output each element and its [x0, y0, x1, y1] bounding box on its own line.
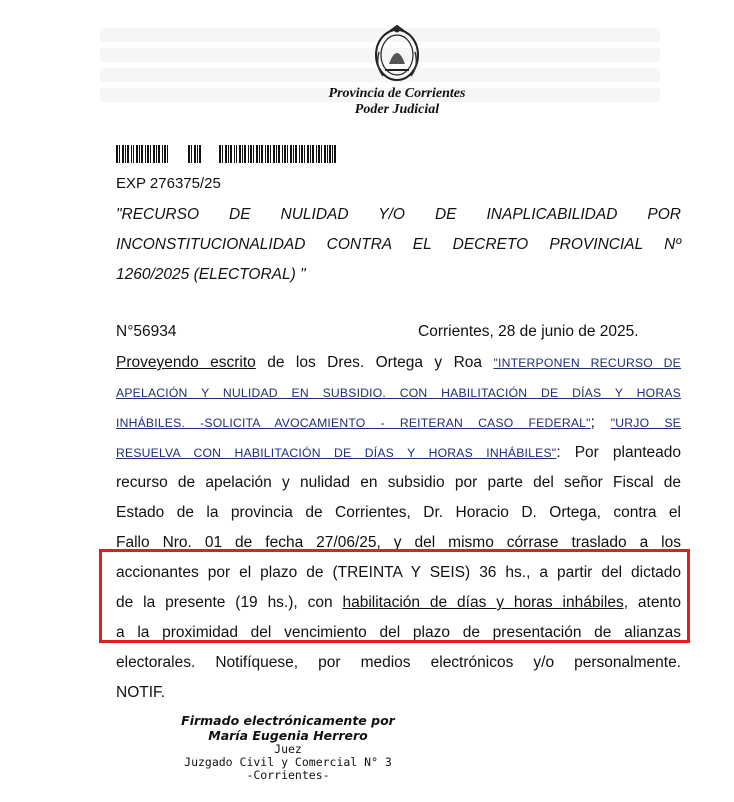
body-line: accionantes por el plazo de (TREINTA Y SEIS) 36 hs., a partir del dictado	[116, 564, 681, 581]
body-line: electorales. Notifíquese, por medios electrónicos y/o personalmente.	[116, 654, 681, 671]
court-name: Juzgado Civil y Comercial N° 3	[184, 755, 392, 769]
body-text: : Por planteado	[556, 444, 681, 461]
body-line	[116, 438, 681, 468]
body-line	[116, 378, 681, 408]
body-line: Estado de la provincia de Corrientes, Dr. Horacio D. Ortega, contra el	[116, 504, 681, 521]
resolution-number: N°56934	[116, 323, 177, 340]
document-link[interactable]: APELACIÓN Y NULIDAD EN SUBSIDIO. CON HABILITACIÓN DE DÍAS Y HORAS	[116, 386, 681, 400]
document-link[interactable]: "URJO SE	[610, 416, 681, 430]
case-title-line: 1260/2025 (ELECTORAL) "	[116, 266, 306, 283]
body-text: atento	[628, 594, 681, 611]
body-line: Fallo Nro. 01 de fecha 27/06/25, y del mismo córrase traslado a los	[116, 534, 681, 551]
institution-name: Poder Judicial	[354, 102, 440, 117]
body-line: a la proximidad del vencimiento del plazo de presentación de alianzas	[116, 624, 681, 641]
signature-block	[170, 713, 406, 782]
case-number: EXP 276375/25	[116, 175, 221, 192]
signature-caption: Firmado electrónicamente por	[181, 713, 395, 728]
case-title-line: INCONSTITUCIONALIDAD CONTRA EL DECRETO PROVINCIAL Nº	[116, 236, 681, 253]
letterhead	[290, 86, 504, 118]
body-text: de los Dres. Ortega y Roa	[255, 354, 494, 371]
document-link[interactable]: INHÁBILES. -SOLICITA AVOCAMIENTO - REITERAN CASO FEDERAL"	[116, 416, 591, 430]
signer-role: Juez	[274, 742, 302, 756]
body-text: de la presente (19 hs.), con	[116, 594, 343, 611]
resolution-date: Corrientes, 28 de junio de 2025.	[418, 323, 639, 340]
resolution-body	[116, 348, 681, 708]
body-text: ;	[590, 414, 611, 431]
signer-name: María Eugenia Herrero	[208, 728, 368, 743]
province-name: Provincia de Corrientes	[328, 86, 466, 101]
body-line	[116, 408, 681, 438]
court-location: -Corrientes-	[246, 768, 330, 782]
body-line: recurso de apelación y nulidad en subsidio por parte del señor Fiscal de	[116, 474, 681, 491]
habilitacion-underlined: habilitación de días y horas inhábiles,	[342, 594, 629, 611]
document-link[interactable]: "INTERPONEN RECURSO DE	[493, 356, 681, 370]
barcode	[116, 145, 336, 163]
case-title-line: "RECURSO DE NULIDAD Y/O DE INAPLICABILIDAD POR	[116, 206, 681, 223]
document-link[interactable]: RESUELVA CON HABILITACIÓN DE DÍAS Y HORAS INHÁBILES"	[116, 446, 557, 460]
body-line	[116, 588, 681, 618]
proveyendo-escrito: Proveyendo escrito	[116, 354, 256, 371]
body-line	[116, 348, 681, 378]
provincial-seal-icon	[369, 22, 425, 84]
case-title	[116, 200, 681, 290]
body-line: NOTIF.	[116, 684, 166, 701]
